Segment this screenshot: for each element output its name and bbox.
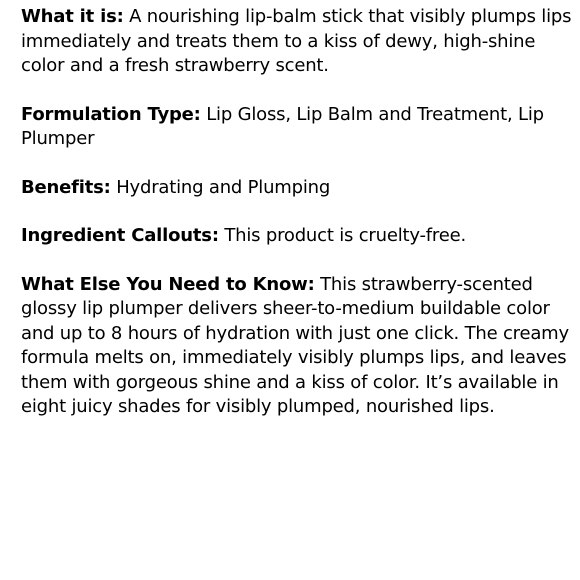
section-label: What Else You Need to Know: (21, 273, 315, 295)
section-text: Hydrating and Plumping (116, 176, 331, 198)
section-ingredient-callouts (21, 224, 573, 249)
section-formulation-type (21, 103, 573, 152)
section-what-else-you-need-to-know (21, 273, 573, 420)
section-label: Benefits: (21, 176, 111, 198)
section-benefits (21, 176, 573, 201)
section-label: Ingredient Callouts: (21, 225, 219, 246)
product-description (21, 5, 573, 444)
section-label: Formulation Type: (21, 103, 201, 125)
section-what-it-is (21, 5, 573, 79)
section-text: A nourishing lip-balm stick that visibly plumps lips immediately and treats them to a kiss of dewy, high-shine color and a fresh strawberry scent. (21, 6, 572, 76)
section-text: This product is cruelty-free. (224, 225, 466, 246)
section-label: What it is: (21, 6, 124, 27)
section-text: This strawberry-scented glossy lip plumper delivers sheer-to-medium buildable color and up to 8 hours of hydration with just one click. The creamy formula melts on, immediately visibly plumps lips, and leaves them with gorgeous shine and a kiss of color. It’s available in eight juicy shades for visibly plumped, nourished lips. (21, 273, 569, 417)
section-text: Lip Gloss, Lip Balm and Treatment, Lip Plumper (21, 103, 544, 149)
